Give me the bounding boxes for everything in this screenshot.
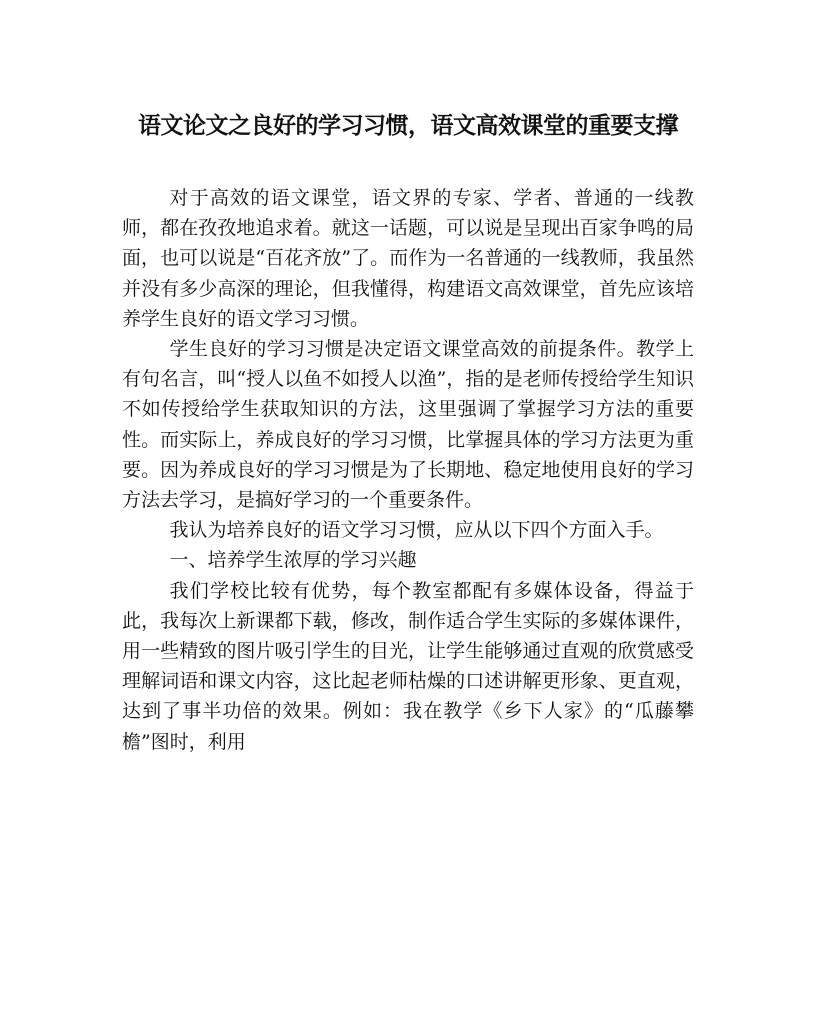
section-heading-interest: 一、培养学生浓厚的学习兴趣 [169, 549, 417, 572]
document-title: 语文论文之良好的学习习惯，语文高效课堂的重要支撑 [138, 112, 678, 139]
paragraph-multimedia: 我们学校比较有优势，每个教室都配有多媒体设备，得益于此，我每次上新课都下载，修改，制作适合学生实际的多媒体课件，用一些精致的图片吸引学生的目光，让学生能够通过直观的欣赏感受理解词语和课文内容，这比起老师枯燥的口述讲解更形象、更直观，达到了事半功倍的效果。例如：我在教学《乡下人家》的“瓜藤攀檐”图时，利用 [122, 579, 694, 753]
paragraph-intro: 对于高效的语文课堂，语文界的专家、学者、普通的一线教师，都在孜孜地追求着。就这一话题，可以说是呈现出百家争鸣的局面，也可以说是“百花齐放”了。而作为一名普通的一线教师，我虽然并没有多少高深的理论，但我懂得，构建语文高效课堂，首先应该培养学生良好的语文学习习惯。 [122, 187, 694, 330]
paragraph-study-habits: 学生良好的学习习惯是决定语文课堂高效的前提条件。教学上有句名言，叫“授人以鱼不如授人以渔”，指的是老师传授给学生知识不如传授给学生获取知识的方法，这里强调了掌握学习方法的重要性。而实际上，养成良好的学习习惯，比掌握具体的学习方法更为重要。因为养成良好的学习习惯是为了长期地、稳定地使用良好的学习方法去学习，是搞好学习的一个重要条件。 [122, 338, 694, 512]
document-body [122, 183, 694, 757]
paragraph-four-aspects: 我认为培养良好的语文学习习惯，应从以下四个方面入手。 [169, 519, 664, 542]
